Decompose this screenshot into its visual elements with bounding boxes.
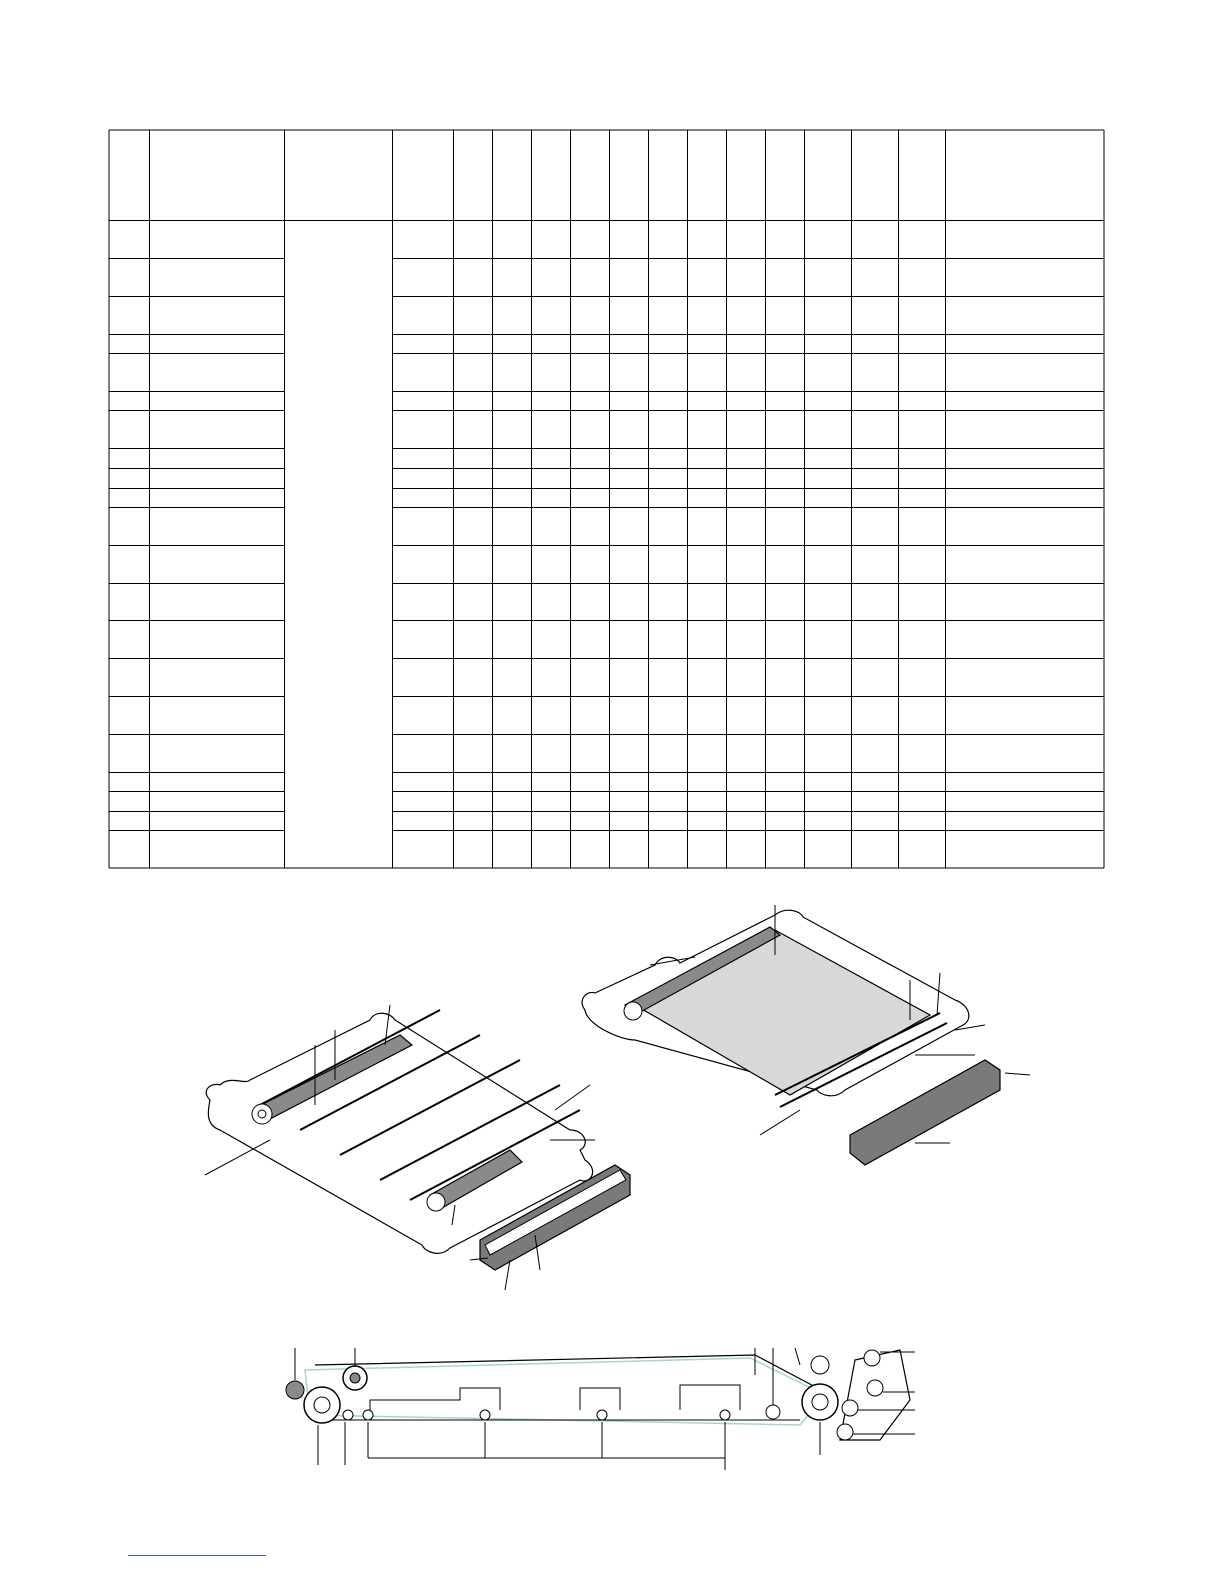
- roller: [811, 1356, 829, 1374]
- small-roller: [720, 1410, 730, 1420]
- roller-end: [624, 1002, 642, 1020]
- leader-line: [795, 1348, 800, 1365]
- belt-top-edge: [315, 1355, 825, 1392]
- frame-bracket: [580, 1388, 620, 1410]
- figure-right: [575, 895, 1035, 1195]
- cleaner-unit: [850, 1060, 1000, 1165]
- small-roller: [480, 1410, 490, 1420]
- figure-bottom: [280, 1340, 920, 1470]
- transfer-belt: [635, 930, 930, 1095]
- roller-end: [427, 1193, 445, 1211]
- tension-roller-hub: [350, 1373, 360, 1383]
- roller: [867, 1380, 883, 1396]
- small-roller: [343, 1410, 353, 1420]
- leader-line: [1005, 1073, 1030, 1075]
- roller-hub: [258, 1110, 266, 1118]
- frame-bracket: [370, 1388, 500, 1410]
- roller: [286, 1381, 304, 1399]
- frame-bracket: [680, 1385, 740, 1410]
- drive-roller-hub: [812, 1394, 828, 1410]
- leader-line: [760, 1110, 800, 1135]
- footer-link-underline: [128, 1555, 266, 1556]
- roller: [864, 1350, 880, 1366]
- small-roller: [766, 1405, 780, 1419]
- roller: [837, 1424, 853, 1440]
- roller: [842, 1400, 858, 1416]
- belt-path: [305, 1358, 825, 1425]
- small-roller: [597, 1410, 607, 1420]
- small-roller: [363, 1410, 373, 1420]
- drive-roller-hub: [314, 1397, 330, 1413]
- leader-line: [205, 1140, 270, 1175]
